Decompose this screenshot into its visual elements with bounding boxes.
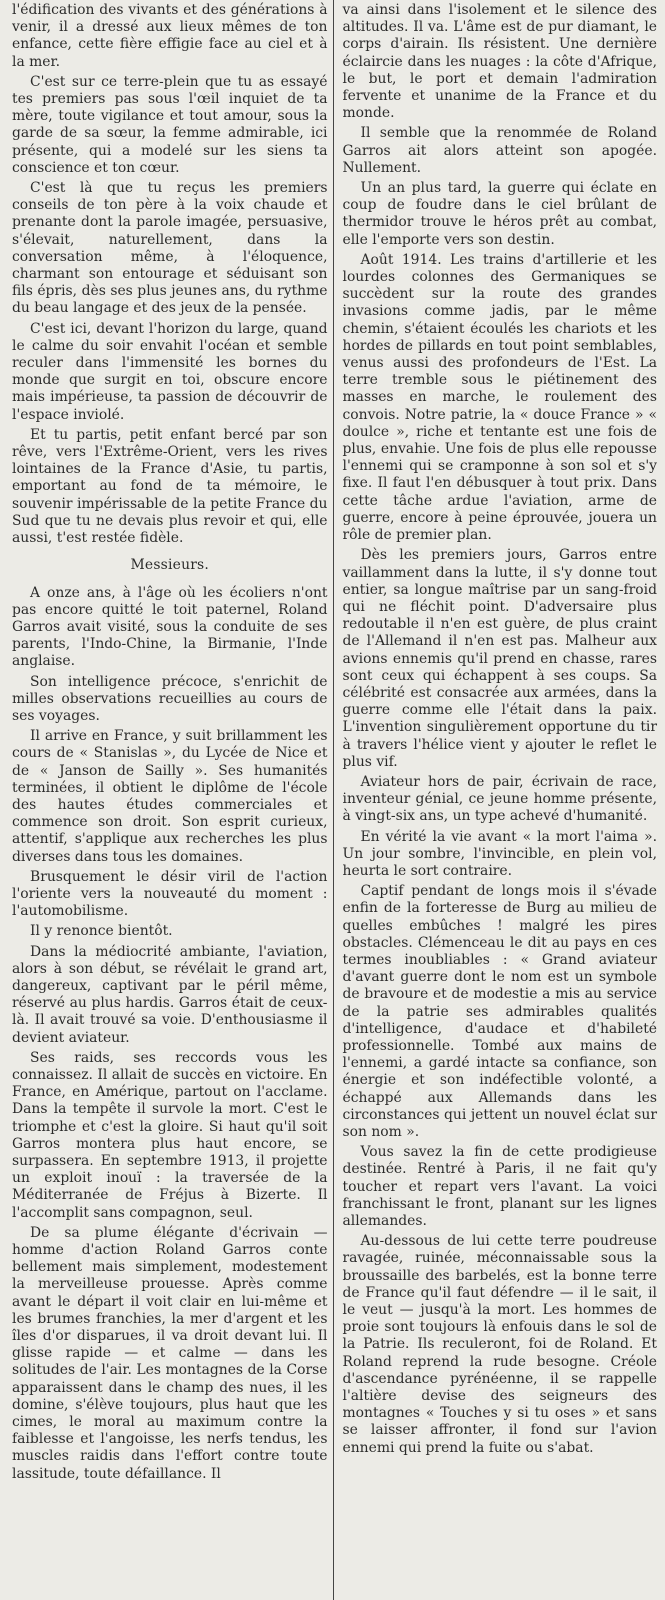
paragraph: Et tu partis, petit enfant bercé par son rêve, vers l'Extrême-Orient, vers les rives lointaines de la France d'Asie, tu partis, emportant au fond de ta mémoire, le souvenir impérissable de la petite France du Sud que tu ne devais plus revoir et qui, elle aussi, t'est restée fidèle. bbox=[12, 426, 328, 547]
paragraph: A onze ans, à l'âge où les écoliers n'ont pas encore quitté le toit paternel, Roland Garros avait visité, sous la conduite de ses parents, l'Indo-Chine, la Birmanie, l'Inde anglaise. bbox=[12, 584, 328, 670]
paragraph: En vérité la vie avant « la mort l'aima ». Un jour sombre, l'invincible, en plein vol, heurta le sort contraire. bbox=[342, 828, 657, 879]
paragraph: Août 1914. Les trains d'artillerie et les lourdes colonnes des Germaniques se succèdent sur la route des grandes invasions comme jadis, par le même chemin, s'étaient écoulés les chariots et les hordes de pillards en tout point semblables, venus aussi des profondeurs de l'Est. La terre tremble sous le piétinement des masses en marche, le roulement des convois. Notre patrie, la « douce France » « doulce », riche et tentante est une fois de plus, envahie. Une fois de plus elle repousse l'ennemi qui se cramponne à son sol et s'y fixe. Il faut l'en débusquer à tout prix. Dans cette tâche ardue l'aviation, arme de guerre, encore à peine éprouvée, jouera un rôle de premier plan. bbox=[342, 251, 657, 544]
paragraph: va ainsi dans l'isolement et le silence des altitudes. Il va. L'âme est de pur diamant, le corps d'airain. Ils résistent. Une dernière éclaircie dans les nuages : la côte d'Afrique, le but, le port et demain l'admiration fervente et unanime de la France et du monde. bbox=[342, 2, 657, 122]
paragraph: Il arrive en France, y suit brillamment les cours de « Stanislas », du Lycée de Nice et de « Janson de Sailly ». Ses humanités terminées, il obtient le diplôme de l'école des hautes études commerciales et commence son droit. Son esprit curieux, attentif, s'applique aux recherches les plus diverses dans tous les domaines. bbox=[12, 728, 328, 865]
section-heading: Messieurs. bbox=[130, 557, 209, 574]
paragraph: Aviateur hors de pair, écrivain de race, inventeur génial, ce jeune homme présente, à vingt-six ans, un type achevé d'humanité. bbox=[342, 773, 657, 825]
paragraph: Dès les premiers jours, Garros entre vaillamment dans la lutte, il s'y donne tout entier, sa longue maîtrise par un sang-froid qui ne fléchit point. D'adversaire plus redoutable il n'en est guère, de plus craint de l'Allemand il n'en est pas. Malheur aux avions ennemis qu'il prend en chasse, rares sont ceux qui échappent à ses coups. Sa célébrité est consacrée aux armées, dans la guerre comme elle l'était dans la paix. L'invention singulièrement opportune du tir à travers l'hélice vient y ajouter le reflet le plus vif. bbox=[342, 547, 657, 770]
paragraph: Il semble que la renommée de Roland Garros ait alors atteint son apogée. Nullement. bbox=[342, 125, 657, 176]
paragraph: C'est ici, devant l'horizon du large, quand le calme du soir envahit l'océan et semble reculer dans l'immensité les bornes du monde que surgit en toi, obscure encore mais impérieuse, ta passion de découvrir de l'espace inviolé. bbox=[12, 320, 328, 423]
paragraph: Son intelligence précoce, s'enrichit de milles observations recueillies au cours de ses voyages. bbox=[12, 673, 328, 724]
column-divider bbox=[333, 0, 334, 1600]
paragraph: Il y renonce bientôt. bbox=[30, 923, 173, 940]
paragraph: C'est là que tu reçus les premiers conseils de ton père à la voix chaude et prenante dont la parole imagée, persuasive, s'élevait, naturellement, dans la conversation même, à l'éloquence, charmant son entourage et séduisant son fils épris, dès ses plus jeunes ans, du rythme du beau langage et des jeux de la pensée. bbox=[12, 180, 328, 317]
paragraph: C'est sur ce terre-plein que tu as essayé tes premiers pas sous l'œil inquiet de ta mère, toute vigilance et tout amour, sous la garde de sa sœur, la femme admirable, ici présente, qui a modelé sur les siens ta conscience et ton cœur. bbox=[12, 73, 328, 176]
paragraph: Captif pendant de longs mois il s'évade enfin de la forteresse de Burg au milieu de quelles embûches ! malgré les pires obstacles. Clémenceau le dit au pays en ces termes inoubliables : « Grand aviateur d'avant guerre dont le nom est un symbole de bravoure et de modestie a mis au service de la patrie ses admirables qualités d'intelligence, d'audace et d'habileté professionnelle. Tombé aux mains de l'ennemi, a gardé intacte sa confiance, son énergie et son indéfectible volonté, a échappé aux Allemands dans les circonstances qui jettent un nouvel éclat sur son nom ». bbox=[342, 883, 657, 1140]
paragraph: Au-dessous de lui cette terre poudreuse ravagée, ruinée, méconnaissable sous la broussaille des barbelés, est la bonne terre de France qu'il faut défendre — il le sait, il le veut — jusqu'à la mort. Les hommes de proie sont toujours là enfouis dans le sol de la Patrie. Ils reculeront, foi de Roland. Et Roland reprend la rude besogne. Créole d'ascendance pyrénéenne, il se rappelle l'altière devise des seigneurs des montagnes « Touches y si tu oses » et sans se laisser affronter, il fond sur l'avion ennemi qui prend la fuite ou s'abat. bbox=[342, 1233, 657, 1456]
paragraph: l'édification des vivants et des générations à venir, il a dressé aux lieux mêmes de ton enfance, cette fière effigie face au ciel et à la mer. bbox=[12, 2, 328, 70]
text-column-right bbox=[334, 2, 660, 1600]
text-column-left bbox=[8, 2, 334, 1600]
paragraph: Vous savez la fin de cette prodigieuse destinée. Rentré à Paris, il ne fait qu'y toucher et repart vers l'avant. La voici franchissant le front, planant sur les lignes allemandes. bbox=[342, 1144, 657, 1230]
paragraph: De sa plume élégante d'écrivain — homme d'action Roland Garros conte bellement mais simplement, modestement la merveilleuse prouesse. Après comme avant le départ il voit clair en lui-même et les brumes franchies, la mer d'argent et les îles d'or disparues, il va droit devant lui. Il glisse rapide — et calme — dans les solitudes de l'air. Les montagnes de la Corse apparaissent dans le champ des nues, il les domine, s'élève toujours, plus haut que les cimes, le moral au maximum contre la faiblesse et l'angoisse, les nerfs tendus, les muscles raidis dans l'effort contre toute lassitude, toute défaillance. Il bbox=[12, 1224, 328, 1482]
paragraph: Un an plus tard, la guerre qui éclate en coup de foudre dans le ciel brûlant de thermidor trouve le héros prêt au combat, elle l'emporte vers son destin. bbox=[342, 180, 657, 248]
paragraph: Dans la médiocrité ambiante, l'aviation, alors à son début, se révélait le grand art, dangereux, captivant par le péril même, réservé au plus hardis. Garros était de ceux-là. Il avait trouvé sa voie. D'enthousiasme il devient aviateur. bbox=[12, 943, 328, 1046]
paragraph: Ses raids, ses reccords vous les connaissez. Il allait de succès en victoire. En France, en Amérique, partout on l'acclame. Dans la tempête il survole la mort. C'est le triomphe et c'est la gloire. Si haut qu'il soit Garros montera plus haut encore, se surpassera. En septembre 1913, il projette un exploit inouï : la traversée de la Méditerranée de Fréjus à Bizerte. Il l'accomplit sans compagnon, seul. bbox=[12, 1049, 328, 1221]
paragraph: Brusquement le désir viril de l'action l'oriente vers la nouveauté du moment : l'automobilisme. bbox=[12, 868, 328, 920]
